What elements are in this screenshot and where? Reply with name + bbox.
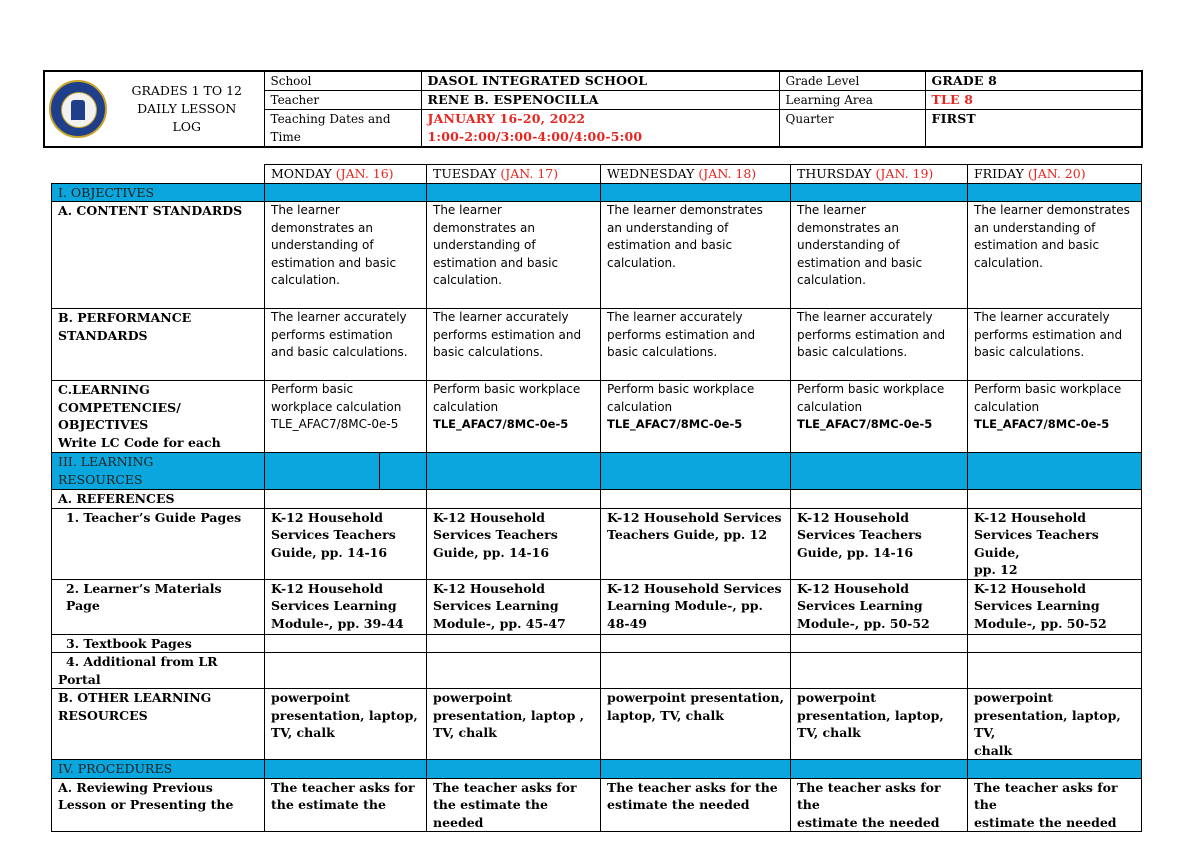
- teachers-guide-cell: K-12 Household Services Teachers Guide, pp. 14-16: [265, 508, 427, 579]
- quarter-label: Quarter: [779, 110, 925, 148]
- competency-cell: Perform basic workplace calculation TLE_AFAC7/8MC-0e-5: [427, 381, 601, 453]
- school-label: School: [264, 71, 421, 91]
- day-friday: FRIDAY (JAN. 20): [968, 165, 1142, 184]
- other-resources-cell: powerpoint presentation, laptop, TV, chalk: [968, 689, 1142, 760]
- other-resources-cell: powerpoint presentation, laptop, TV, chalk: [265, 689, 427, 760]
- section-objectives: [52, 183, 1142, 202]
- quarter-value: FIRST: [925, 110, 1142, 148]
- day-header-row: [52, 165, 1142, 184]
- performance-standards-row: [52, 309, 1142, 381]
- log-title-line: GRADES 1 TO 12: [131, 83, 242, 98]
- performance-standard-cell: The learner accurately performs estimation and basic calculations.: [791, 309, 968, 381]
- review-cell: The teacher asks for the estimate the: [265, 778, 427, 832]
- day-tuesday: TUESDAY (JAN. 17): [427, 165, 601, 184]
- additional-lr-portal-row: [52, 653, 1142, 689]
- row-label: B. PERFORMANCE STANDARDS: [52, 309, 265, 381]
- teachers-guide-row: [52, 508, 1142, 579]
- section-learning-resources: [52, 453, 1142, 490]
- learners-materials-cell: K-12 Household Services Learning Module-, pp. 48-49: [601, 579, 791, 634]
- competency-cell: Perform basic workplace calculation TLE_AFAC7/8MC-0e-5: [791, 381, 968, 453]
- day-wednesday: WEDNESDAY (JAN. 18): [601, 165, 791, 184]
- deped-seal-icon: [49, 80, 107, 138]
- other-resources-row: [52, 689, 1142, 760]
- row-label: 1. Teacher’s Guide Pages: [52, 508, 265, 579]
- textbook-pages-row: [52, 634, 1142, 653]
- learners-materials-cell: K-12 Household Services Learning Module-, pp. 50-52: [791, 579, 968, 634]
- references-row: [52, 490, 1142, 509]
- reviewing-lesson-row: [52, 778, 1142, 832]
- review-cell: The teacher asks for the estimate the needed: [601, 778, 791, 832]
- competency-cell: Perform basic workplace calculation TLE_AFAC7/8MC-0e-5: [601, 381, 791, 453]
- lesson-log-table: [51, 164, 1142, 832]
- school-value: DASOL INTEGRATED SCHOOL: [421, 71, 779, 91]
- learning-area-value: TLE 8: [925, 91, 1142, 110]
- teacher-value: RENE B. ESPENOCILLA: [421, 91, 779, 110]
- teachers-guide-cell: K-12 Household Services Teachers Guide, pp. 14-16: [791, 508, 968, 579]
- teaching-dates-label-line: Teaching Dates and: [270, 112, 391, 126]
- content-standard-cell: The learner demonstrates an understanding of estimation and basic calculation.: [791, 202, 968, 309]
- section-label: III. LEARNING RESOURCES: [52, 453, 265, 490]
- learning-competencies-row: [52, 381, 1142, 453]
- content-standard-cell: The learner demonstrates an understanding of estimation and basic calculation.: [427, 202, 601, 309]
- competency-cell: Perform basic workplace calculation TLE_AFAC7/8MC-0e-5: [265, 381, 427, 453]
- row-label: A. Reviewing Previous Lesson or Presenting the: [52, 778, 265, 832]
- learners-materials-cell: K-12 Household Services Learning Module-, pp. 39-44: [265, 579, 427, 634]
- row-label: 2. Learner’s Materials Page: [52, 579, 265, 634]
- other-resources-cell: powerpoint presentation, laptop, TV, chalk: [601, 689, 791, 760]
- section-label: I. OBJECTIVES: [52, 183, 265, 202]
- teaching-dates-label: [264, 110, 421, 148]
- log-title-line: DAILY LESSON: [137, 101, 237, 116]
- competency-cell: Perform basic workplace calculation TLE_AFAC7/8MC-0e-5: [968, 381, 1142, 453]
- teachers-guide-cell: K-12 Household Services Teachers Guide, pp. 12: [601, 508, 791, 579]
- learners-materials-cell: K-12 Household Services Learning Module-, pp. 50-52: [968, 579, 1142, 634]
- teacher-label: Teacher: [264, 91, 421, 110]
- deped-logo-cell: [44, 71, 110, 147]
- teachers-guide-cell: K-12 Household Services Teachers Guide, pp. 12: [968, 508, 1142, 579]
- review-cell: The teacher asks for the estimate the needed: [791, 778, 968, 832]
- learning-area-label: Learning Area: [779, 91, 925, 110]
- review-cell: The teacher asks for the estimate the needed: [968, 778, 1142, 832]
- section-procedures: [52, 760, 1142, 779]
- section-label: IV. PROCEDURES: [52, 760, 265, 779]
- row-label: A. CONTENT STANDARDS: [52, 202, 265, 309]
- performance-standard-cell: The learner accurately performs estimation and basic calculations.: [427, 309, 601, 381]
- row-label: B. OTHER LEARNING RESOURCES: [52, 689, 265, 760]
- log-title: [110, 71, 264, 147]
- row-label: 3. Textbook Pages: [52, 634, 265, 653]
- teaching-dates-value: [421, 110, 779, 148]
- content-standards-row: [52, 202, 1142, 309]
- other-resources-cell: powerpoint presentation, laptop, TV, chalk: [791, 689, 968, 760]
- performance-standard-cell: The learner accurately performs estimation and basic calculations.: [968, 309, 1142, 381]
- teaching-time-line: 1:00-2:00/3:00-4:00/4:00-5:00: [427, 129, 643, 144]
- performance-standard-cell: The learner accurately performs estimation and basic calculations.: [265, 309, 427, 381]
- content-standard-cell: The learner demonstrates an understanding of estimation and basic calculation.: [968, 202, 1142, 309]
- row-label: C.LEARNING COMPETENCIES/ OBJECTIVES Write LC Code for each: [52, 381, 265, 453]
- teachers-guide-cell: K-12 Household Services Teachers Guide, pp. 14-16: [427, 508, 601, 579]
- row-label: 4. Additional from LR Portal: [52, 653, 265, 689]
- teaching-dates-label-line: Time: [270, 130, 301, 144]
- grade-level-label: Grade Level: [779, 71, 925, 91]
- lesson-log-header: [43, 70, 1143, 148]
- learners-materials-cell: K-12 Household Services Learning Module-, pp. 45-47: [427, 579, 601, 634]
- day-thursday: THURSDAY (JAN. 19): [791, 165, 968, 184]
- teaching-dates-line: JANUARY 16-20, 2022: [427, 111, 586, 126]
- row-label: A. REFERENCES: [52, 490, 265, 509]
- other-resources-cell: powerpoint presentation, laptop , TV, chalk: [427, 689, 601, 760]
- learners-materials-row: [52, 579, 1142, 634]
- content-standard-cell: The learner demonstrates an understanding of estimation and basic calculation.: [265, 202, 427, 309]
- performance-standard-cell: The learner accurately performs estimation and basic calculations.: [601, 309, 791, 381]
- review-cell: The teacher asks for the estimate the needed: [427, 778, 601, 832]
- log-title-line: LOG: [172, 119, 202, 134]
- content-standard-cell: The learner demonstrates an understanding of estimation and basic calculation.: [601, 202, 791, 309]
- day-monday: MONDAY (JAN. 16): [265, 165, 427, 184]
- grade-level-value: GRADE 8: [925, 71, 1142, 91]
